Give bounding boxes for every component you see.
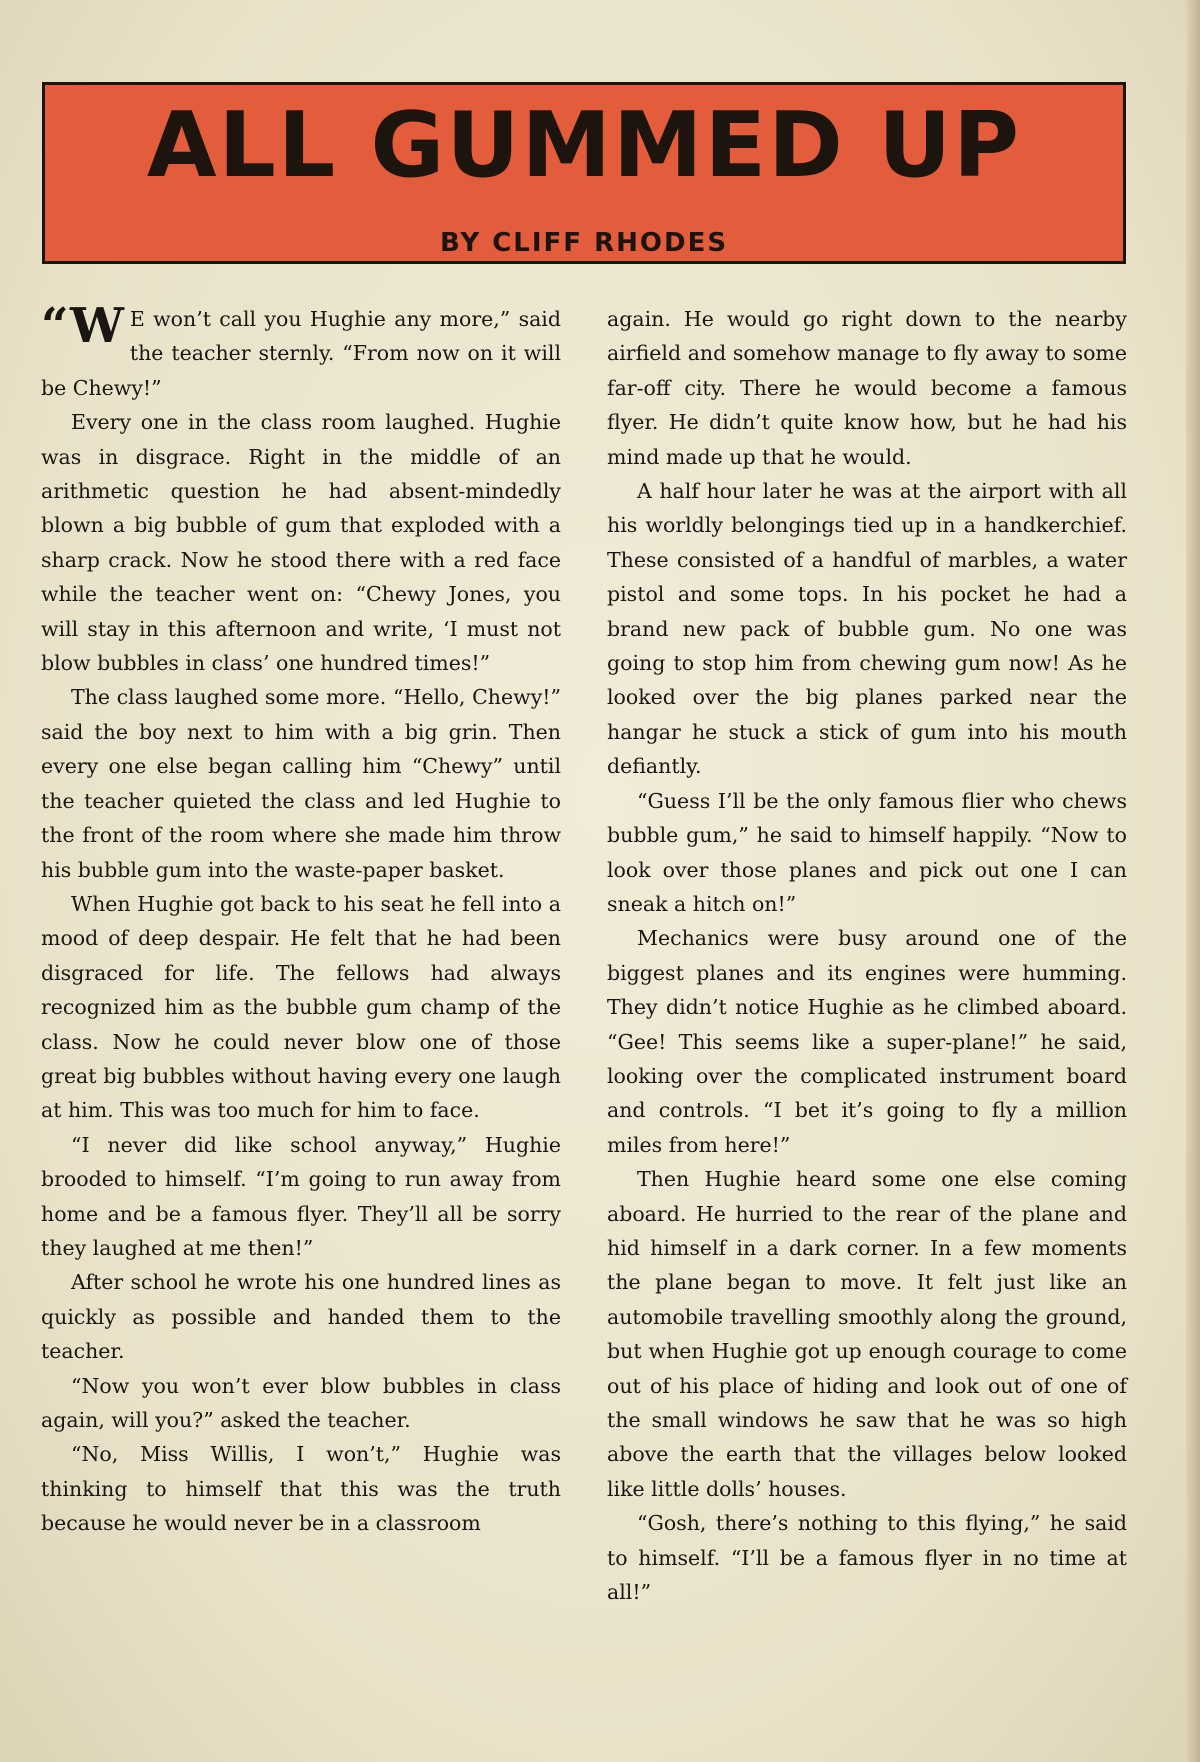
paragraph: A half hour later he was at the airport with all his worldly belongings tied up in a handkerchief. These consisted of a handful of marbles, a water pistol and some tops. In his pocket he had a brand new pack of bubble gum. No one was going to stop him from chewing gum now! As he looked over the big planes parked near the hangar he stuck a stick of gum into his mouth defiantly.	[607, 479, 1127, 779]
drop-cap: “W	[41, 298, 124, 354]
paragraph: “Gosh, there’s nothing to this flying,” he said to himself. “I’ll be a famous flyer in no time at all!”	[607, 1511, 1127, 1605]
title-banner	[42, 82, 1126, 264]
page-edge	[1186, 0, 1200, 1762]
paragraph: When Hughie got back to his seat he fell into a mood of deep despair. He felt that he had been disgraced for life. The fellows had always recognized him as the bubble gum champ of the class. Now he could never blow one of those great big bubbles without having every one laugh at him. This was too much for him to face.	[41, 891, 561, 1123]
paragraph: Every one in the class room laughed. Hughie was in disgrace. Right in the middle of an arithmetic question he had absent-mindedly blown a big bubble of gum that exploded with a sharp crack. Now he stood there with a red face while the teacher went on: “Chewy Jones, you will stay in this afternoon and write, ‘I must not blow bubbles in class’ one hundred times!”	[41, 410, 561, 676]
story-byline: BY CLIFF RHODES	[439, 228, 729, 258]
paragraph: “W E won’t call you Hughie any more,” said the teacher sternly. “From now on it will be Chewy!”	[41, 298, 561, 400]
paragraph: Mechanics were busy around one of the biggest planes and its engines were humming. They didn’t notice Hughie as he climbed aboard. “Gee! This seems like a super-plane!” he said, looking over the complicated instrument board and controls. “I bet it’s going to fly a million miles from here!”	[607, 926, 1127, 1157]
paragraph: After school he wrote his one hundred lines as quickly as possible and handed them to the teacher.	[41, 1270, 561, 1364]
paragraph: “No, Miss Willis, I won’t,” Hughie was thinking to himself that this was the truth because he would never be in a classroom	[41, 1442, 561, 1536]
left-column	[41, 298, 561, 1541]
paragraph: “Now you won’t ever blow bubbles in class again, will you?” asked the teacher.	[41, 1373, 561, 1432]
story-title: ALL GUMMED UP	[146, 93, 1022, 198]
paragraph: “I never did like school anyway,” Hughie brooded to himself. “I’m going to run away from home and be a famous flyer. They’ll all be sorry they laughed at me then!”	[41, 1132, 561, 1260]
paragraph: The class laughed some more. “Hello, Chewy!” said the boy next to him with a big grin. Then every one else began calling him “Chewy” until the teacher quieted the class and led Hughie to the front of the room where she made him throw his bubble gum into the waste-paper basket.	[41, 685, 561, 882]
right-column	[607, 302, 1127, 1609]
paragraph: “Guess I’ll be the only famous flier who chews bubble gum,” he said to himself happily. “Now to look over those planes and pick out one I can sneak a hitch on!”	[607, 788, 1127, 916]
paragraph: Then Hughie heard some one else coming aboard. He hurried to the rear of the plane and hid himself in a dark corner. In a few moments the plane began to move. It felt just like an automobile travelling smoothly along the ground, but when Hughie got up enough courage to come out of his place of hiding and look out of one of the small windows he saw that he was so high above the earth that the villages below looked like little dolls’ houses.	[607, 1167, 1127, 1501]
paragraph: again. He would go right down to the nearby airfield and somehow manage to fly away to some far-off city. There he would become a famous flyer. He didn’t quite know how, but he had his mind made up that he would.	[607, 307, 1127, 469]
